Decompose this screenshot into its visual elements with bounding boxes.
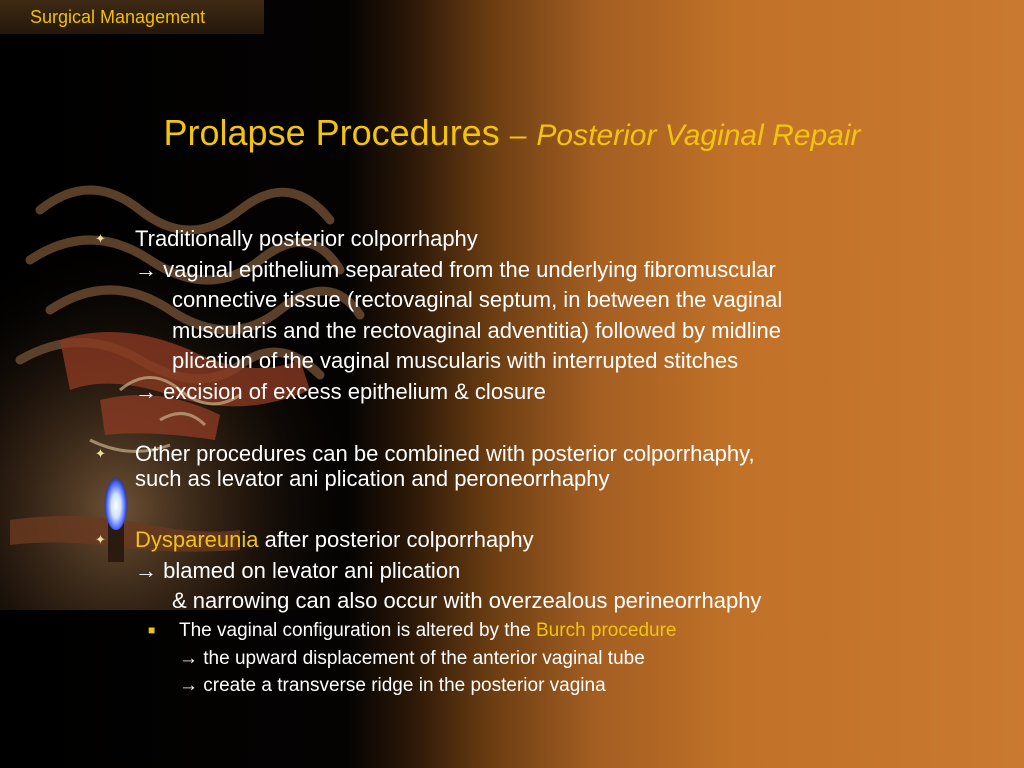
- sparkle-bullet-icon: ✦: [95, 231, 106, 246]
- bullet-1-line: muscularis and the rectovaginal adventitia) followed by midline: [172, 317, 781, 343]
- candle-flame-icon: [104, 470, 128, 530]
- bullet-3-heading: [135, 525, 761, 556]
- sub-bullet-heading: [179, 617, 676, 645]
- sparkle-bullet-icon: ✦: [95, 446, 106, 461]
- sparkle-bullet-icon: ✦: [95, 532, 106, 547]
- slide-title: [0, 112, 1024, 154]
- square-bullet-icon: ■: [148, 623, 156, 637]
- title-dash: –: [509, 119, 527, 152]
- bullet-1-line: Traditionally posterior colporrhaphy: [135, 226, 478, 251]
- sub-bullet-text: [179, 617, 676, 700]
- bullet-2-text: [135, 439, 755, 489]
- bullet-1-line: plication of the vaginal muscularis with interrupted stitches: [172, 348, 739, 374]
- bullet-1-line: → excision of excess epithelium & closure: [135, 378, 546, 404]
- bullet-2-line: Other procedures can be combined with posterior colporrhaphy,: [135, 441, 755, 466]
- title-subtitle: Posterior Vaginal Repair: [536, 119, 861, 152]
- sub-bullet-line: → the upward displacement of the anterior vaginal tube: [179, 647, 645, 669]
- bullet-3-text: [135, 525, 761, 617]
- bullet-1-text: [135, 224, 782, 408]
- bullet-2-line: such as levator ani plication and peroneorrhaphy: [135, 466, 610, 491]
- sub-bullet-heading-text: The vaginal configuration is altered by the: [179, 620, 536, 641]
- dyspareunia-highlight: Dyspareunia: [135, 527, 259, 552]
- bullet-1-line: → vaginal epithelium separated from the underlying fibromuscular: [135, 256, 776, 282]
- title-main: Prolapse Procedures: [163, 112, 500, 153]
- section-tab: Surgical Management: [0, 0, 264, 34]
- bullet-3-line: & narrowing can also occur with overzealous perineorrhaphy: [172, 588, 762, 614]
- sub-bullet-line: → create a transverse ridge in the posterior vagina: [179, 675, 606, 696]
- burch-procedure-highlight: Burch procedure: [536, 620, 677, 641]
- bullet-3-line: → blamed on levator ani plication: [135, 557, 461, 583]
- bullet-1-line: connective tissue (rectovaginal septum, in between the vaginal: [172, 287, 783, 313]
- bullet-3-heading-rest: after posterior colporrhaphy: [258, 527, 534, 552]
